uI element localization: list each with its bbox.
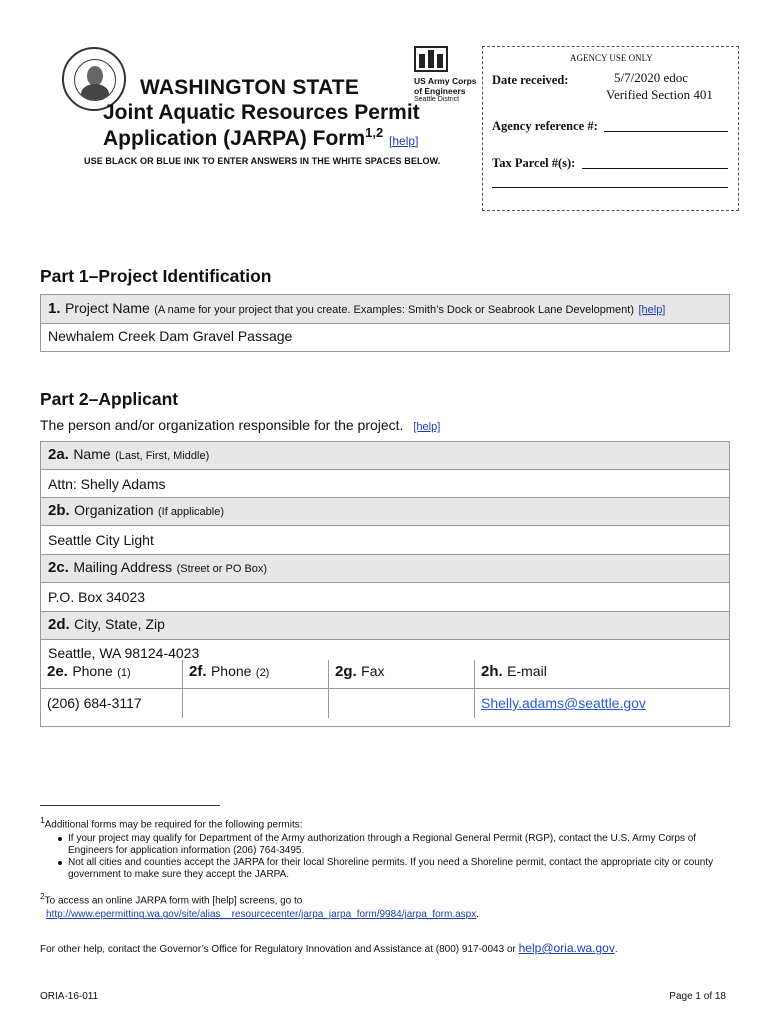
fn1-text: Additional forms may be required for the following permits:	[44, 819, 303, 831]
city-state-zip-field[interactable]: Seattle, WA 98124-4023	[48, 645, 200, 661]
tax-parcel-line-2[interactable]	[492, 187, 728, 188]
q2f-hint: (2)	[255, 667, 270, 679]
part2-help-link[interactable]: [help]	[413, 421, 441, 433]
q2d-label: City, State, Zip	[74, 616, 165, 632]
mailing-address-field[interactable]: P.O. Box 34023	[41, 583, 729, 612]
page-number: Page 1 of 18	[669, 991, 726, 1002]
applicant-table	[40, 441, 730, 727]
usace-name	[414, 76, 477, 96]
project-name-header	[41, 295, 729, 324]
part2-heading: Part 2–Applicant	[40, 389, 179, 409]
q2f-number: 2f.	[189, 663, 207, 680]
other-help	[40, 942, 730, 956]
date-received-value: 5/7/2020 edoc	[614, 70, 689, 85]
fn1-bullet2-cont: government to make sure they accept the JARPA.	[68, 869, 290, 881]
phone2-header	[183, 660, 329, 688]
usace-line1: US Army Corps	[414, 76, 477, 86]
fn2-marker: 2	[40, 891, 45, 901]
footnote-1	[40, 814, 730, 881]
form-title-line1: Joint Aquatic Resources Permit	[103, 101, 420, 124]
city-state-zip-header	[41, 612, 729, 640]
email-header	[475, 660, 729, 688]
fn2-text: To access an online JARPA form with [help] screens, go to	[44, 895, 303, 907]
organization-header	[41, 498, 729, 526]
q1-label: Project Name	[64, 300, 150, 316]
q2b-label: Organization	[74, 502, 154, 518]
q2a-number: 2a.	[48, 446, 69, 463]
footnote-2	[40, 890, 730, 921]
project-name-field[interactable]: Newhalem Creek Dam Gravel Passage	[48, 328, 293, 344]
fn2-end: .	[476, 909, 480, 921]
fn1-bullet1: If your project may qualify for Department of the Army authorization through a Regional General Permit (RGP), contact the U.S. Army Corps of	[68, 833, 697, 845]
date-received-note: Verified Section 401	[606, 87, 713, 102]
q2c-label: Mailing Address	[73, 559, 173, 575]
tax-parcel-label: Tax Parcel #(s):	[492, 156, 576, 170]
q2b-hint: (If applicable)	[157, 506, 225, 518]
q1-hint: (A name for your project that you create. Examples: Smith’s Dock or Seabrook Lane Development)	[154, 304, 634, 316]
form-id: ORIA-16-011	[40, 991, 99, 1002]
organization-field[interactable]: Seattle City Light	[41, 526, 729, 555]
q2a-hint: (Last, First, Middle)	[115, 450, 210, 462]
form-title-text: Application (JARPA) Form	[103, 127, 366, 150]
state-title: WASHINGTON STATE	[140, 76, 360, 99]
oria-email-link[interactable]: help@oria.wa.gov	[518, 941, 615, 955]
usace-district: Seattle District	[414, 96, 460, 103]
name-header	[41, 442, 729, 470]
agency-reference-line[interactable]	[604, 131, 728, 132]
fn1-bullet1-cont: Engineers for application information (206) 764-3495.	[68, 845, 305, 857]
agency-reference-label: Agency reference #:	[492, 119, 598, 133]
name-field[interactable]: Attn: Shelly Adams	[41, 470, 729, 498]
project-name-table	[40, 294, 730, 352]
form-title-footnote-ref: 1,2	[365, 125, 384, 140]
q2e-number: 2e.	[47, 663, 68, 680]
q2e-hint: (1)	[117, 667, 131, 679]
date-received-label: Date received:	[492, 73, 569, 87]
form-title-line2	[103, 125, 418, 151]
q2g-number: 2g.	[335, 663, 357, 680]
tax-parcel-line[interactable]	[582, 168, 728, 169]
part2-intro	[40, 417, 440, 433]
mailing-address-header	[41, 555, 729, 583]
fn1-bullet2: Not all cities and counties accept the JARPA for their local Shoreline permits. If you need a Shoreline permit, contact the appropriate city or county	[68, 857, 714, 869]
contact-header-row	[41, 660, 729, 689]
q2g-label: Fax	[361, 663, 385, 679]
q1-number: 1.	[48, 300, 61, 317]
q2b-number: 2b.	[48, 502, 70, 519]
usace-castle-logo	[414, 46, 448, 72]
q2c-hint: (Street or PO Box)	[176, 563, 268, 575]
q2h-number: 2h.	[481, 663, 503, 680]
email-field[interactable]: Shelly.adams@seattle.gov	[481, 695, 646, 711]
fax-field[interactable]	[329, 689, 475, 718]
agency-use-title: AGENCY USE ONLY	[570, 53, 653, 63]
phone1-header	[41, 660, 183, 688]
footnote-divider	[40, 805, 220, 806]
q1-help-link[interactable]: [help]	[638, 304, 666, 316]
fn1-marker: 1	[40, 815, 45, 825]
part1-heading: Part 1–Project Identification	[40, 266, 272, 286]
q2f-label: Phone	[210, 663, 252, 679]
contact-value-row	[41, 689, 729, 718]
other-help-end: .	[614, 944, 618, 955]
q2e-label: Phone	[72, 663, 113, 679]
usace-line2: of Engineers	[414, 86, 466, 96]
q2d-number: 2d.	[48, 616, 70, 633]
phone2-field[interactable]	[183, 689, 329, 718]
seal-portrait	[74, 59, 116, 101]
q2c-number: 2c.	[48, 559, 69, 576]
phone1-field[interactable]: (206) 684-3117	[41, 689, 183, 718]
title-help-link[interactable]: [help]	[389, 134, 419, 148]
other-help-text: For other help, contact the Governor’s Office for Regulatory Innovation and Assistance at (800) 917-0043 or	[40, 944, 516, 955]
q2h-label: E-mail	[507, 663, 547, 679]
jarpa-online-link[interactable]: http://www.epermitting.wa.gov/site/alias__resourcecenter/jarpa_jarpa_form/9984/jarpa_form.aspx	[46, 909, 477, 921]
part2-intro-text: The person and/or organization responsible for the project.	[40, 417, 404, 433]
fax-header	[329, 660, 475, 688]
q2a-label: Name	[73, 446, 111, 462]
ink-instruction: USE BLACK OR BLUE INK TO ENTER ANSWERS IN THE WHITE SPACES BELOW.	[84, 156, 441, 166]
